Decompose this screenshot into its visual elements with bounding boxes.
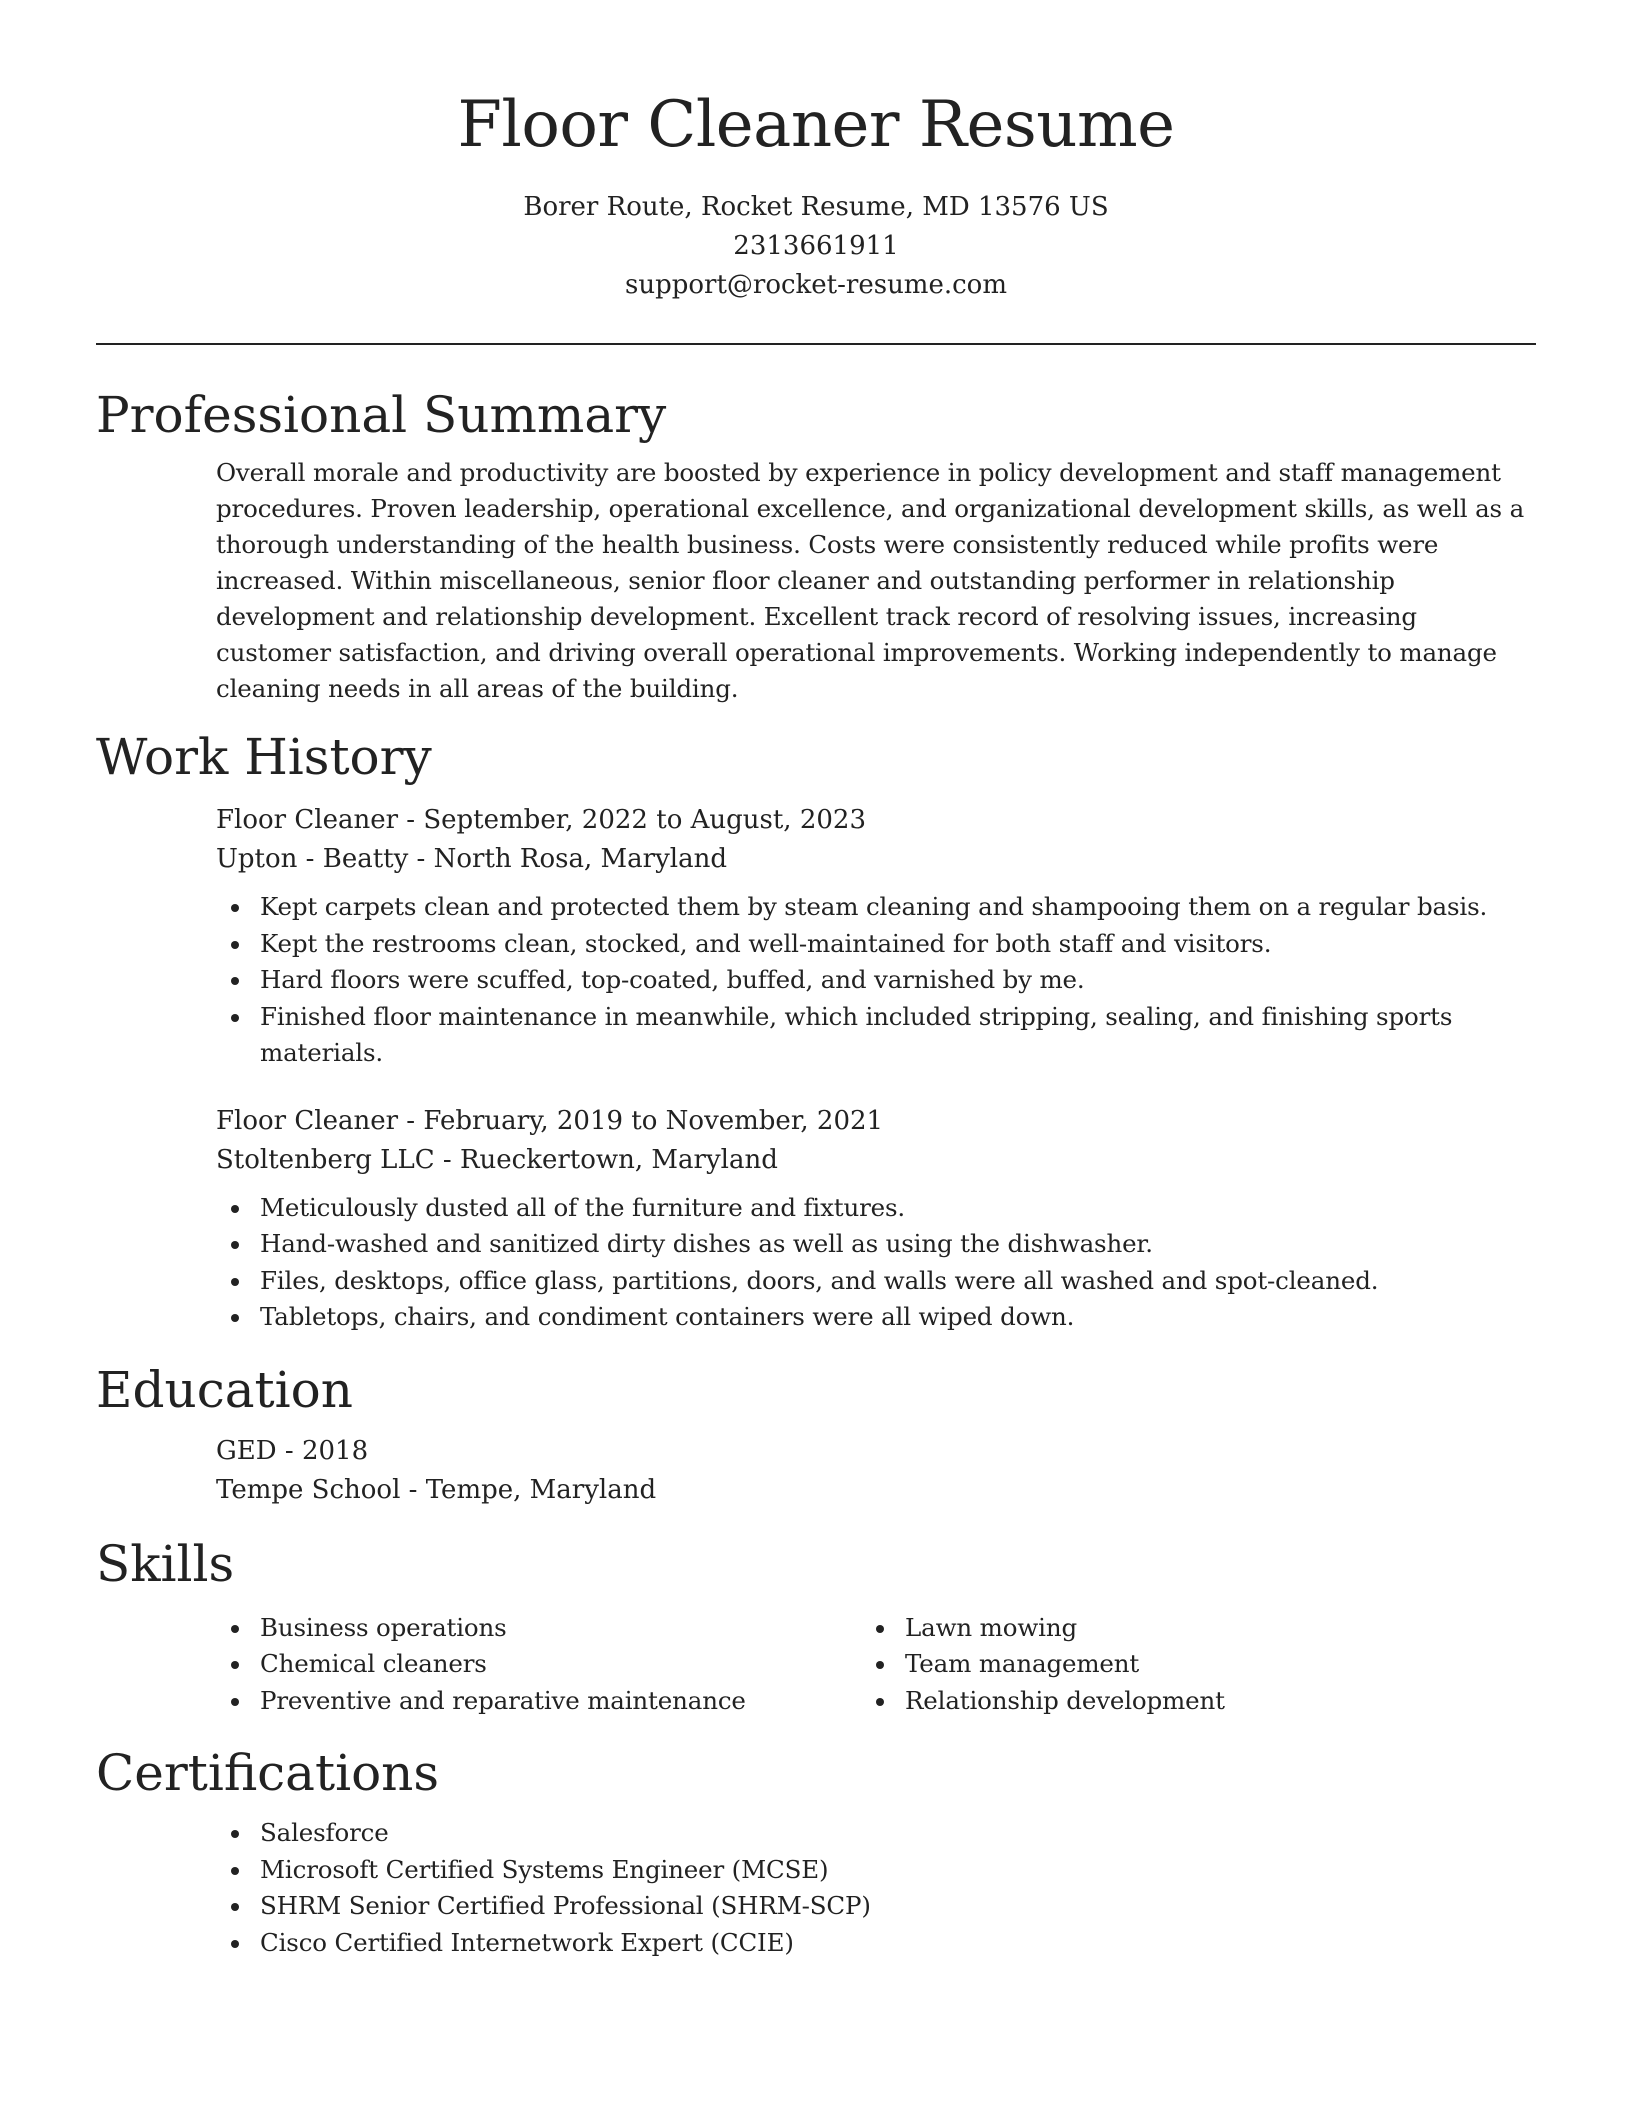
separator: - [398,1105,424,1136]
skills-list-right [861,1610,1506,1720]
bullet-dot-icon [876,1698,884,1706]
job-bullet-list [216,889,1536,1072]
list-item [861,1683,1506,1720]
list-item [216,999,1536,1072]
bullet-dot-icon [876,1625,884,1633]
separator: - [434,1144,460,1175]
separator: - [276,1435,302,1466]
list-item [216,1683,861,1720]
job-location: Rueckertown, Maryland [459,1144,778,1175]
summary-text: Overall morale and productivity are boosted by experience in policy development and staff management procedures. Proven leadership, operational excellence, and organizational development skills, as well as a thorough understanding of the health business. Costs were consistently reduced while profits were increased. Within miscellaneous, senior floor cleaner and outstanding performer in relationship development and relationship development. Excellent track record of resolving issues, increasing customer satisfaction, and driving overall operational improvements. Working independently to manage cleaning needs in all areas of the building. [216,458,1525,703]
list-item [216,1888,1536,1925]
header-divider [96,343,1536,345]
skills-heading: Skills [96,1534,235,1593]
job-title-line [216,801,1536,840]
separator: - [398,805,424,835]
skills-grid [216,1600,1536,1720]
list-item [216,1925,1536,1962]
list-item [216,889,1536,926]
resume-header [96,80,1536,305]
list-item [861,1610,1506,1647]
bullet-dot-icon [231,1867,239,1875]
bullet-dot-icon [231,1314,239,1322]
bullet-dot-icon [231,1205,239,1213]
summary-section [96,385,1536,707]
job-bullet-list [216,1190,1536,1336]
education-section [96,1360,1536,1510]
bullet-dot-icon [231,977,239,985]
bullet-dot-icon [231,1903,239,1911]
skills-list-left [216,1610,861,1720]
contact-address: Borer Route, Rocket Resume, MD 13576 US [523,192,1109,222]
job-title: Floor Cleaner [216,805,399,835]
bullet-dot-icon [231,904,239,912]
list-item [216,1610,861,1647]
list-item [216,1299,1536,1336]
bullet-dot-icon [231,1625,239,1633]
bullet-dot-icon [231,1661,239,1669]
list-item-text: Microsoft Certified Systems Engineer (MCSE) [260,1854,829,1884]
certifications-heading: Certifications [96,1744,440,1802]
job-entry [96,1102,1536,1336]
work-history-heading: Work History [96,728,432,786]
bullet-dot-icon [231,1698,239,1706]
work-history-section [96,727,1536,1336]
education-degree: GED [216,1435,277,1466]
education-year: 2018 [301,1435,369,1466]
bullet-dot-icon [231,1014,239,1022]
list-item-text: Kept the restrooms clean, stocked, and well-maintained for both staff and visitors. [260,928,1272,958]
list-item-text: Tabletops, chairs, and condiment containers were all wiped down. [260,1302,1075,1331]
education-entry [96,1432,1536,1510]
bullet-dot-icon [231,1830,239,1838]
bullet-dot-icon [231,1241,239,1249]
bullet-dot-icon [231,941,239,949]
list-item-text: Business operations [260,1612,507,1642]
contact-phone: 2313661911 [733,231,899,261]
list-item-text: Preventive and reparative maintenance [260,1685,746,1715]
job-company: Stoltenberg LLC [216,1144,435,1175]
summary-heading: Professional Summary [96,386,667,444]
job-company-line [216,1141,1536,1180]
job-company-line [216,840,1536,879]
list-item-text: Cisco Certified Internetwork Expert (CCIE) [260,1927,794,1957]
job-location: North Rosa, Maryland [433,844,727,874]
skills-section [96,1534,1536,1720]
list-item [861,1646,1506,1683]
list-item-text: Finished floor maintenance in meanwhile, which included stripping, sealing, and finishing sports materials. [260,1001,1453,1067]
list-item-text: Chemical cleaners [260,1649,487,1678]
list-item-text: SHRM Senior Certified Professional (SHRM-SCP) [260,1891,871,1920]
list-item-text: Meticulously dusted all of the furniture and fixtures. [260,1192,906,1222]
education-location: Tempe, Maryland [425,1474,657,1505]
job-entry [96,801,1536,1072]
bullet-dot-icon [231,1278,239,1286]
education-school-line [216,1471,1536,1510]
list-item-text: Team management [905,1649,1140,1678]
contact-info [96,188,1536,305]
job-dates: September, 2022 to August, 2023 [423,805,867,835]
separator: - [400,1474,426,1505]
list-item-text: Kept carpets clean and protected them by steam cleaning and shampooing them on a regular basis. [260,892,1488,921]
certifications-section [96,1743,1536,1961]
education-school: Tempe School [216,1474,401,1505]
list-item [216,1190,1536,1227]
list-item [216,1226,1536,1263]
separator: - [408,844,434,874]
list-item-text: Files, desktops, office glass, partitions, doors, and walls were all washed and spot-cleaned. [260,1265,1379,1295]
education-degree-line [216,1432,1536,1471]
education-heading: Education [96,1360,353,1419]
job-company: Upton - Beatty [216,844,409,874]
list-item [216,1646,861,1683]
contact-email: support@rocket-resume.com [624,270,1007,300]
job-dates: February, 2019 to November, 2021 [423,1105,884,1136]
list-item-text: Salesforce [260,1818,389,1847]
list-item-text: Lawn mowing [905,1612,1078,1642]
list-item-text: Hand-washed and sanitized dirty dishes as well as using the dishwasher. [260,1229,1153,1258]
job-title: Floor Cleaner [216,1105,399,1136]
list-item-text: Hard floors were scuffed, top-coated, buffed, and varnished by me. [260,965,1085,994]
bullet-dot-icon [876,1661,884,1669]
skills-body [96,1600,1536,1720]
certifications-body [96,1815,1536,1961]
list-item-text: Relationship development [905,1685,1225,1715]
list-item [216,1263,1536,1300]
list-item [216,1815,1536,1852]
list-item [216,962,1536,999]
list-item [216,926,1536,963]
bullet-dot-icon [231,1940,239,1948]
list-item [216,1852,1536,1889]
certifications-list [216,1815,1536,1961]
page-title: Floor Cleaner Resume [457,88,1175,162]
job-title-line [216,1102,1536,1141]
summary-body [96,455,1536,707]
